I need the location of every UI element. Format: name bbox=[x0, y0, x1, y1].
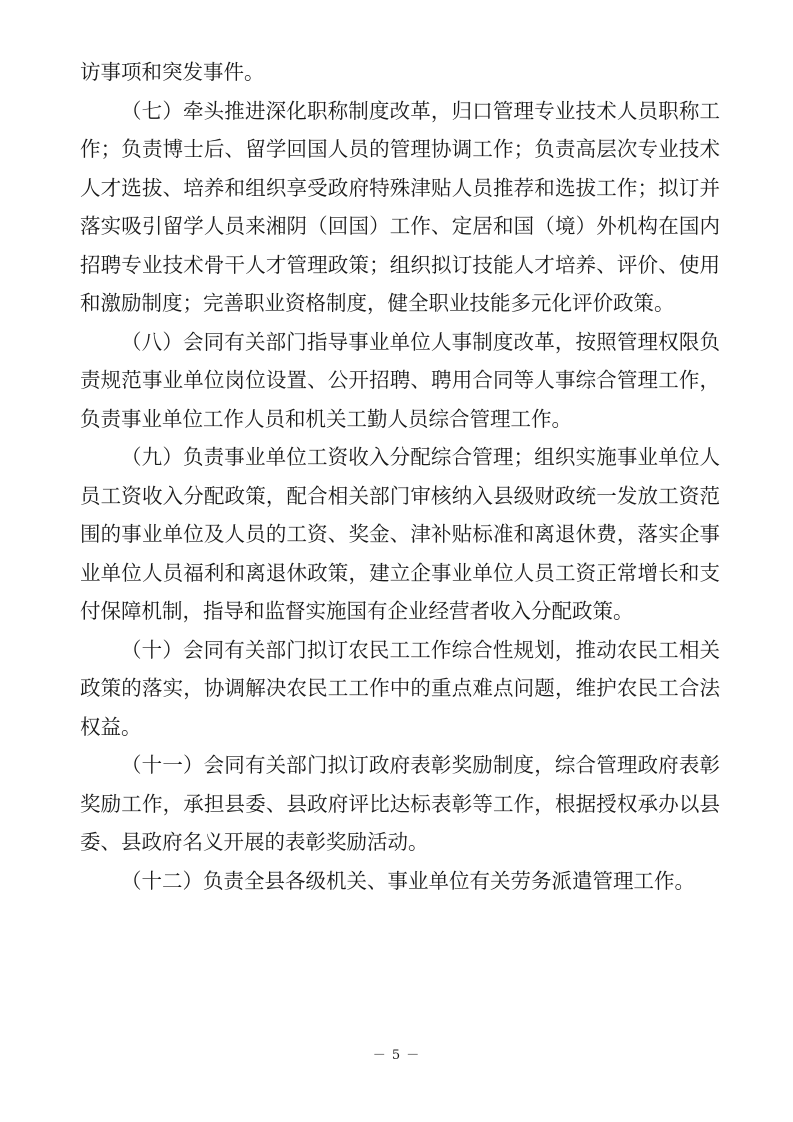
paragraph-item-12: （十二）负责全县各级机关、事业单位有关劳务派遣管理工作。 bbox=[121, 868, 695, 893]
document-body bbox=[80, 53, 720, 900]
page-number: － 5 － bbox=[372, 1048, 421, 1063]
paragraph-item-9: （九）负责事业单位工资收入分配综合管理；组织实施事业单位人员工资收入分配政策，配合相关部门审核纳入县级财政统一发放工资范围的事业单位及人员的工资、奖金、津补贴标准和离退休费，落实企事业单位人员福利和离退休政策，建立企事业单位人员工资正常增长和支付保障机制，指导和监督实施国有企业经营者收入分配政策。 bbox=[80, 445, 720, 623]
paragraph-item-10: （十）会同有关部门拟订农民工工作综合性规划，推动农民工相关政策的落实，协调解决农民工工作中的重点难点问题，维护农民工合法权益。 bbox=[80, 637, 720, 739]
paragraph-item-11: （十一）会同有关部门拟订政府表彰奖励制度，综合管理政府表彰奖励工作，承担县委、县政府评比达标表彰等工作，根据授权承办以县委、县政府名义开展的表彰奖励活动。 bbox=[80, 753, 720, 854]
paragraph-item-7: （七）牵头推进深化职称制度改革，归口管理专业技术人员职称工作；负责博士后、留学回国人员的管理协调工作；负责高层次专业技术人才选拔、培养和组织享受政府特殊津贴人员推荐和选拔工作；拟订并落实吸引留学人员来湘阴（回国）工作、定居和国（境）外机构在国内招聘专业技术骨干人才管理政策；组织拟订技能人才培养、评价、使用和激励制度；完善职业资格制度，健全职业技能多元化评价政策。 bbox=[80, 98, 720, 315]
paragraph-item-8: （八）会同有关部门指导事业单位人事制度改革，按照管理权限负责规范事业单位岗位设置、公开招聘、聘用合同等人事综合管理工作，负责事业单位工作人员和机关工勤人员综合管理工作。 bbox=[80, 329, 720, 431]
paragraph-continuation: 访事项和突发事件。 bbox=[80, 60, 265, 84]
